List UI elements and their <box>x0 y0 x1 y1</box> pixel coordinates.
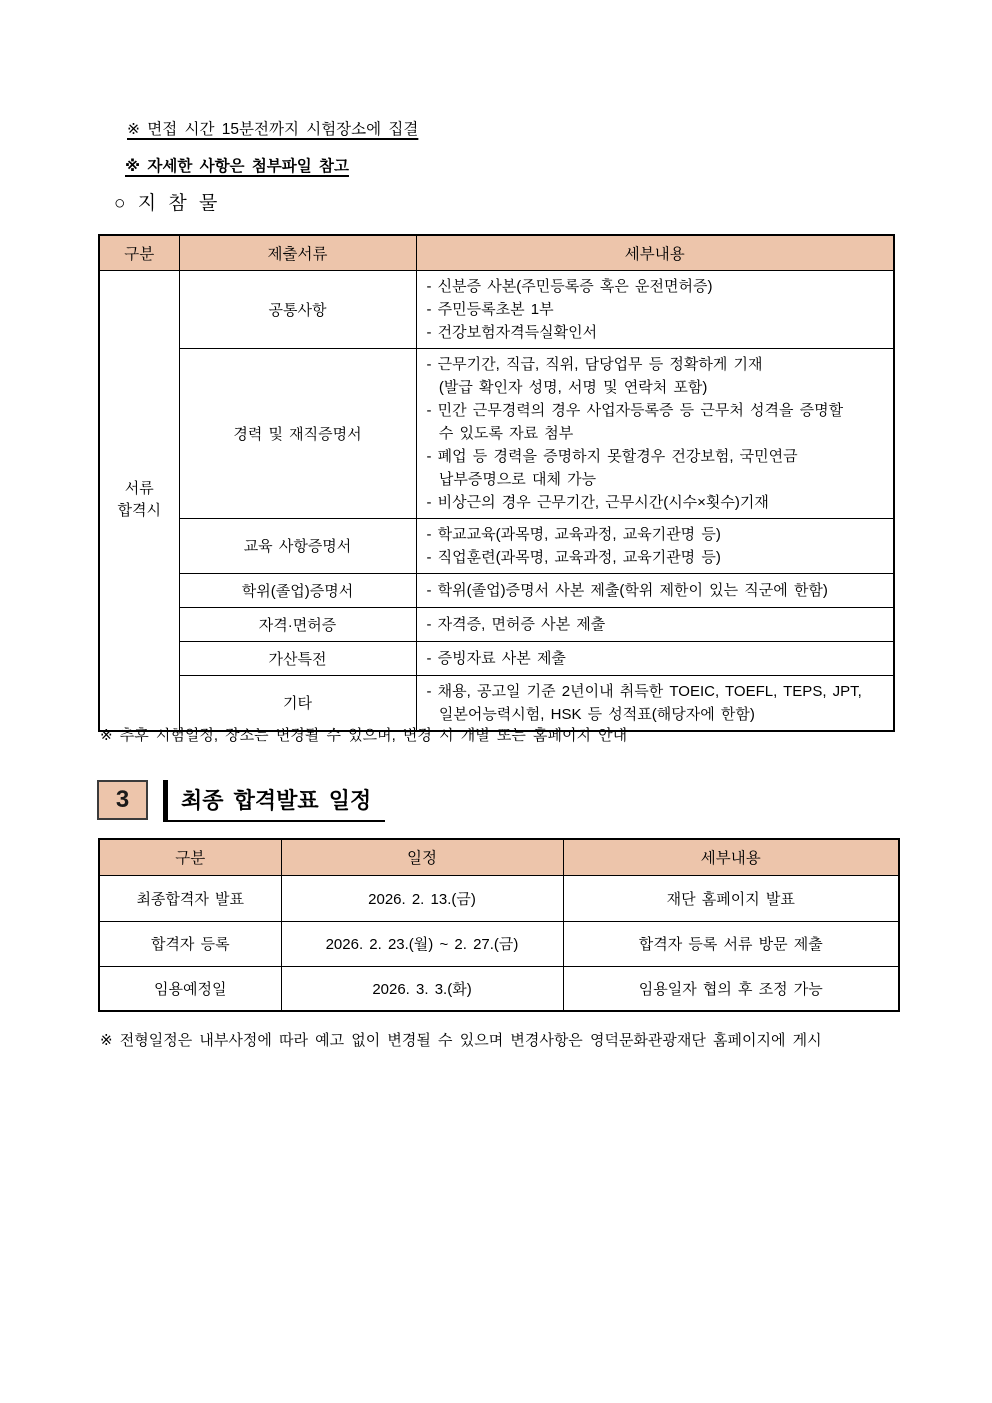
section-title: 최종 합격발표 일정 <box>181 787 372 813</box>
col-header-category: 구분 <box>99 839 281 875</box>
detail-line: 수 있도록 자료 첨부 <box>426 424 574 442</box>
doc-name: 가산특전 <box>179 641 416 675</box>
doc-details <box>416 348 894 518</box>
detail-line: - 비상근의 경우 근무기간, 근무시간(시수×횟수)기재 <box>426 493 769 511</box>
detail-line: - 채용, 공고일 기준 2년이내 취득한 TOEIC, TOEFL, TEPS, JPT, <box>426 682 862 700</box>
detail-line: - 학위(졸업)증명서 사본 제출(학위 제한이 있는 직군에 한함) <box>426 581 828 599</box>
final-announcement-schedule-table <box>98 838 900 1012</box>
doc-details <box>416 518 894 573</box>
required-documents-table <box>98 234 895 732</box>
documents-table-footnote: ※ 추후 시험일정, 장소는 변경될 수 있으며, 변경 시 개별 또는 홈페이지 안내 <box>100 727 628 744</box>
detail-line: - 직업훈련(과목명, 교육과정, 교육기관명 등) <box>426 548 721 566</box>
doc-name: 자격·면허증 <box>179 607 416 641</box>
schedule-category: 최종합격자 발표 <box>99 875 281 921</box>
schedule-category: 임용예정일 <box>99 966 281 1011</box>
table-header-row <box>99 235 894 270</box>
interview-assembly-note: ※ 면접 시간 15분전까지 시험장소에 집결 <box>127 121 419 138</box>
doc-name: 기타 <box>179 675 416 731</box>
doc-details <box>416 607 894 641</box>
doc-details <box>416 270 894 348</box>
detail-line: - 건강보험자격득실확인서 <box>426 323 598 341</box>
schedule-date: 2026. 2. 23.(월) ~ 2. 27.(금) <box>281 921 563 966</box>
doc-name: 공통사항 <box>179 270 416 348</box>
belongings-subsection-title: ○ 지 참 물 <box>114 193 218 214</box>
table-row <box>99 875 899 921</box>
doc-name: 교육 사항증명서 <box>179 518 416 573</box>
schedule-category: 합격자 등록 <box>99 921 281 966</box>
col-header-details: 세부내용 <box>416 235 894 270</box>
detail-line: 납부증명으로 대체 가능 <box>426 470 597 488</box>
doc-name: 경력 및 재직증명서 <box>179 348 416 518</box>
schedule-detail: 재단 홈페이지 발표 <box>563 875 899 921</box>
table-row <box>99 641 894 675</box>
row-group-label <box>99 270 179 731</box>
detail-line: - 주민등록초본 1부 <box>426 300 554 318</box>
doc-details <box>416 675 894 731</box>
schedule-table-footnote: ※ 전형일정은 내부사정에 따라 예고 없이 변경될 수 있으며 변경사항은 영덕문화관광재단 홈페이지에 게시 <box>100 1032 822 1049</box>
table-row <box>99 921 899 966</box>
table-row <box>99 348 894 518</box>
schedule-detail: 합격자 등록 서류 방문 제출 <box>563 921 899 966</box>
detail-line: - 증빙자료 사본 제출 <box>426 649 566 667</box>
detail-line: - 민간 근무경력의 경우 사업자등록증 등 근무처 성격을 증명할 <box>426 401 844 419</box>
table-row <box>99 573 894 607</box>
schedule-detail: 임용일자 협의 후 조정 가능 <box>563 966 899 1011</box>
table-row <box>99 270 894 348</box>
detail-line: - 자격증, 면허증 사본 제출 <box>426 615 606 633</box>
doc-details <box>416 641 894 675</box>
section-title-wrap <box>163 780 385 822</box>
col-header-details: 세부내용 <box>563 839 899 875</box>
schedule-date: 2026. 3. 3.(화) <box>281 966 563 1011</box>
table-row <box>99 518 894 573</box>
detail-line: - 폐업 등 경력을 증명하지 못할경우 건강보험, 국민연금 <box>426 447 798 465</box>
table-row <box>99 607 894 641</box>
group-label-line: 합격시 <box>117 502 161 520</box>
doc-name: 학위(졸업)증명서 <box>179 573 416 607</box>
group-label-line: 서류 <box>124 480 154 498</box>
detail-line: - 근무기간, 직급, 직위, 담당업무 등 정확하게 기재 <box>426 355 763 373</box>
table-row <box>99 675 894 731</box>
detail-line: 일본어능력시험, HSK 등 성적표(해당자에 한함) <box>426 705 755 723</box>
detail-line: - 학교교육(과목명, 교육과정, 교육기관명 등) <box>426 525 721 543</box>
col-header-schedule: 일정 <box>281 839 563 875</box>
schedule-date: 2026. 2. 13.(금) <box>281 875 563 921</box>
doc-details <box>416 573 894 607</box>
table-header-row <box>99 839 899 875</box>
detail-line: - 신분증 사본(주민등록증 혹은 운전면허증) <box>426 277 713 295</box>
attachment-reference-note: ※ 자세한 사항은 첨부파일 참고 <box>125 158 349 175</box>
section-number-badge: 3 <box>97 780 148 820</box>
col-header-document: 제출서류 <box>179 235 416 270</box>
detail-line: (발급 확인자 성명, 서명 및 연락처 포함) <box>426 378 708 396</box>
col-header-category: 구분 <box>99 235 179 270</box>
table-row <box>99 966 899 1011</box>
